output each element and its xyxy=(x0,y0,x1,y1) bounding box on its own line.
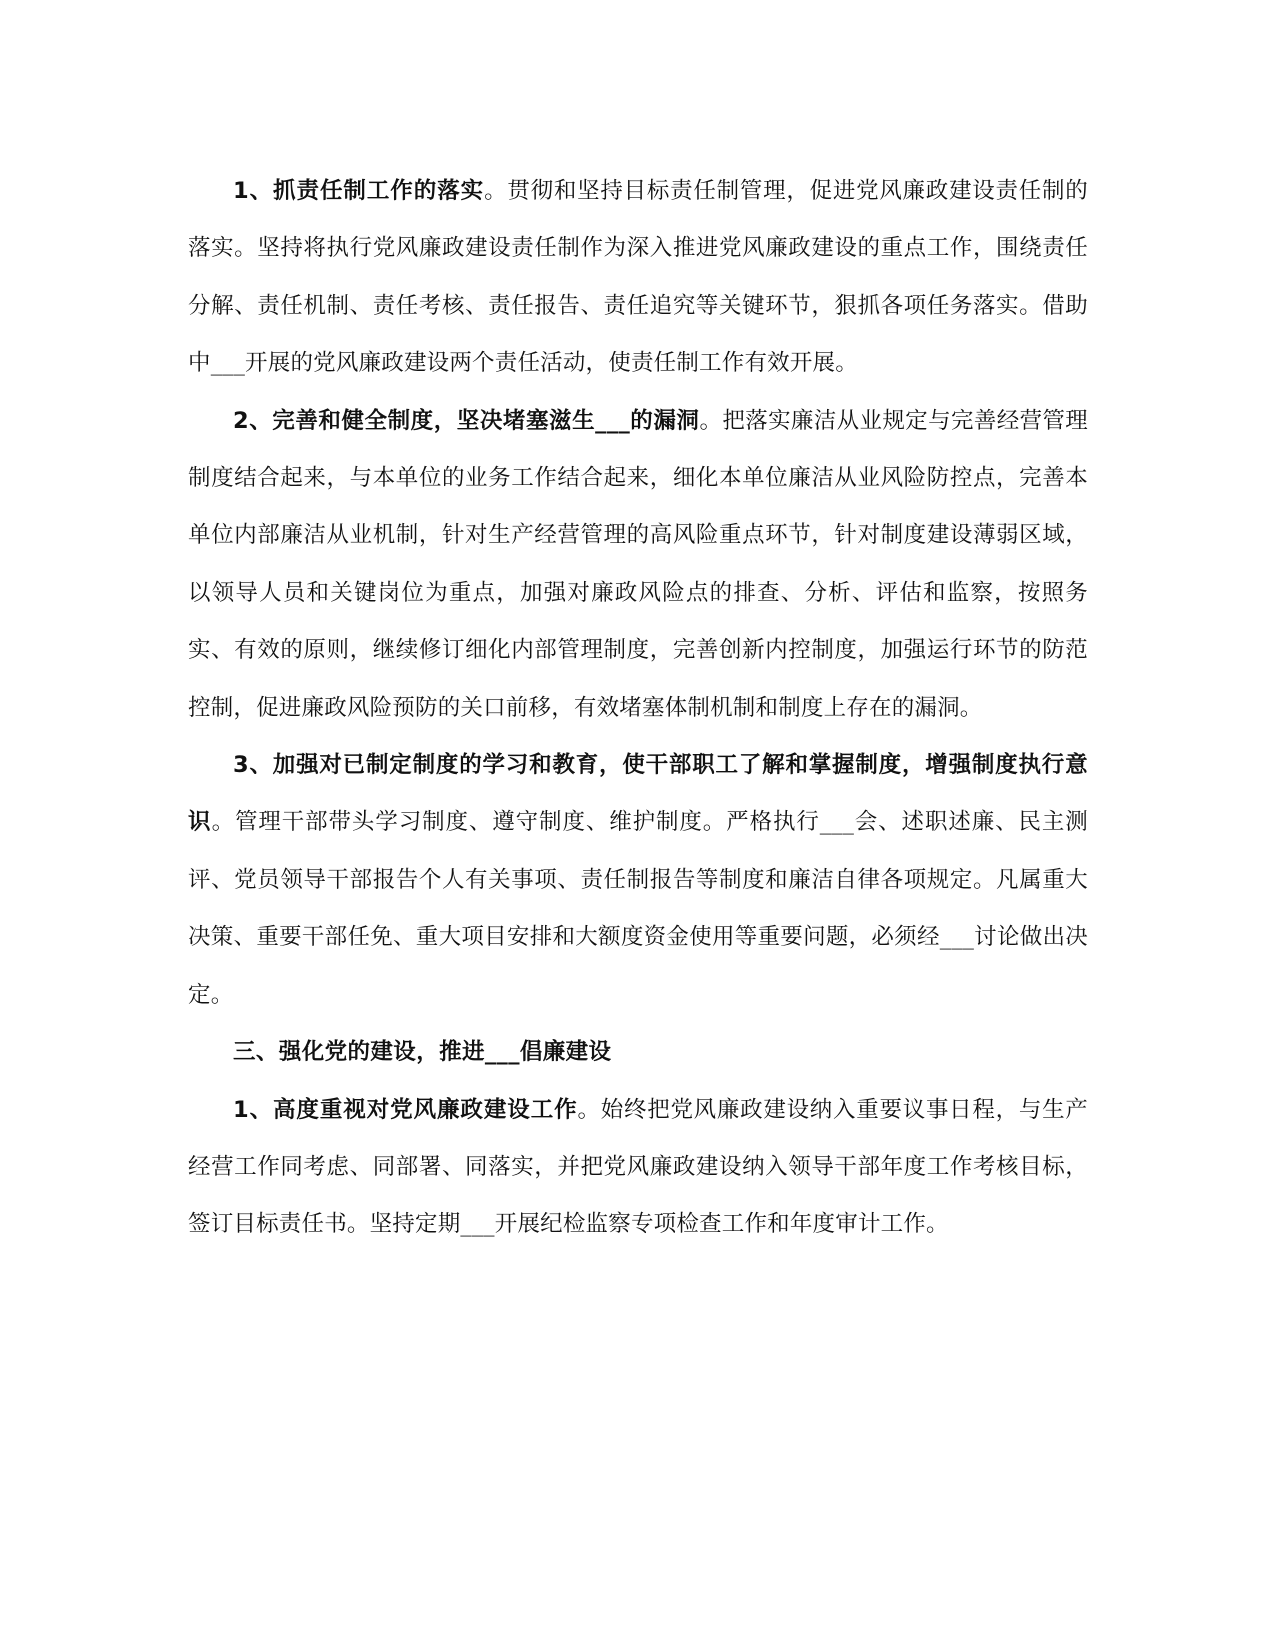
paragraph-4 xyxy=(188,1082,1088,1254)
paragraph-1-lead: 1、抓责任制工作的落实 xyxy=(233,178,485,204)
paragraph-3-lead: 3、加强对已制定制度的学习和教育，使干部职工了解和掌握制度，增强制度执行意识 xyxy=(188,752,1088,836)
paragraph-3 xyxy=(188,737,1088,1024)
paragraph-4-body: 。始终把党风廉政建设纳入重要议事日程，与生产经营工作同考虑、同部署、同落实，并把党风廉政建设纳入领导干部年度工作考核目标，签订目标责任书。坚持定期___开展纪检监察专项检查工作和年度审计工作。 xyxy=(188,1096,1088,1238)
paragraph-2-lead: 2、完善和健全制度，坚决堵塞滋生___的漏洞 xyxy=(233,407,700,434)
paragraph-2-body: 。把落实廉洁从业规定与完善经营管理制度结合起来，与本单位的业务工作结合起来，细化本单位廉洁从业风险防控点，完善本单位内部廉洁从业机制，针对生产经营管理的高风险重点环节，针对制度建设薄弱区域，以领导人员和关键岗位为重点，加强对廉政风险点的排查、分析、评估和监察，按照务实、有效的原则，继续修订细化内部管理制度，完善创新内控制度，加强运行环节的防范控制，促进廉政风险预防的关口前移，有效堵塞体制机制和制度上存在的漏洞。 xyxy=(188,407,1088,721)
section-heading xyxy=(188,1024,1088,1081)
paragraph-4-lead: 1、高度重视对党风廉政建设工作 xyxy=(233,1096,578,1123)
paragraph-2 xyxy=(188,393,1088,737)
section-heading-text: 三、强化党的建设，推进___倡廉建设 xyxy=(233,1039,612,1066)
paragraph-1-body: 。贯彻和坚持目标责任制管理，促进党风廉政建设责任制的落实。坚持将执行党风廉政建设责任制作为深入推进党风廉政建设的重点工作，围绕责任分解、责任机制、责任考核、责任报告、责任追究等关键环节，狠抓各项任务落实。借助中___开展的党风廉政建设两个责任活动，使责任制工作有效开展。 xyxy=(188,178,1088,377)
paragraph-1 xyxy=(188,163,1088,393)
paragraph-3-body: 。管理干部带头学习制度、遵守制度、维护制度。严格执行___会、述职述廉、民主测评、党员领导干部报告个人有关事项、责任制报告等制度和廉洁自律各项规定。凡属重大决策、重要干部任免、重大项目安排和大额度资金使用等重要问题，必须经___讨论做出决定。 xyxy=(188,809,1088,1008)
document-body xyxy=(188,163,1088,1254)
